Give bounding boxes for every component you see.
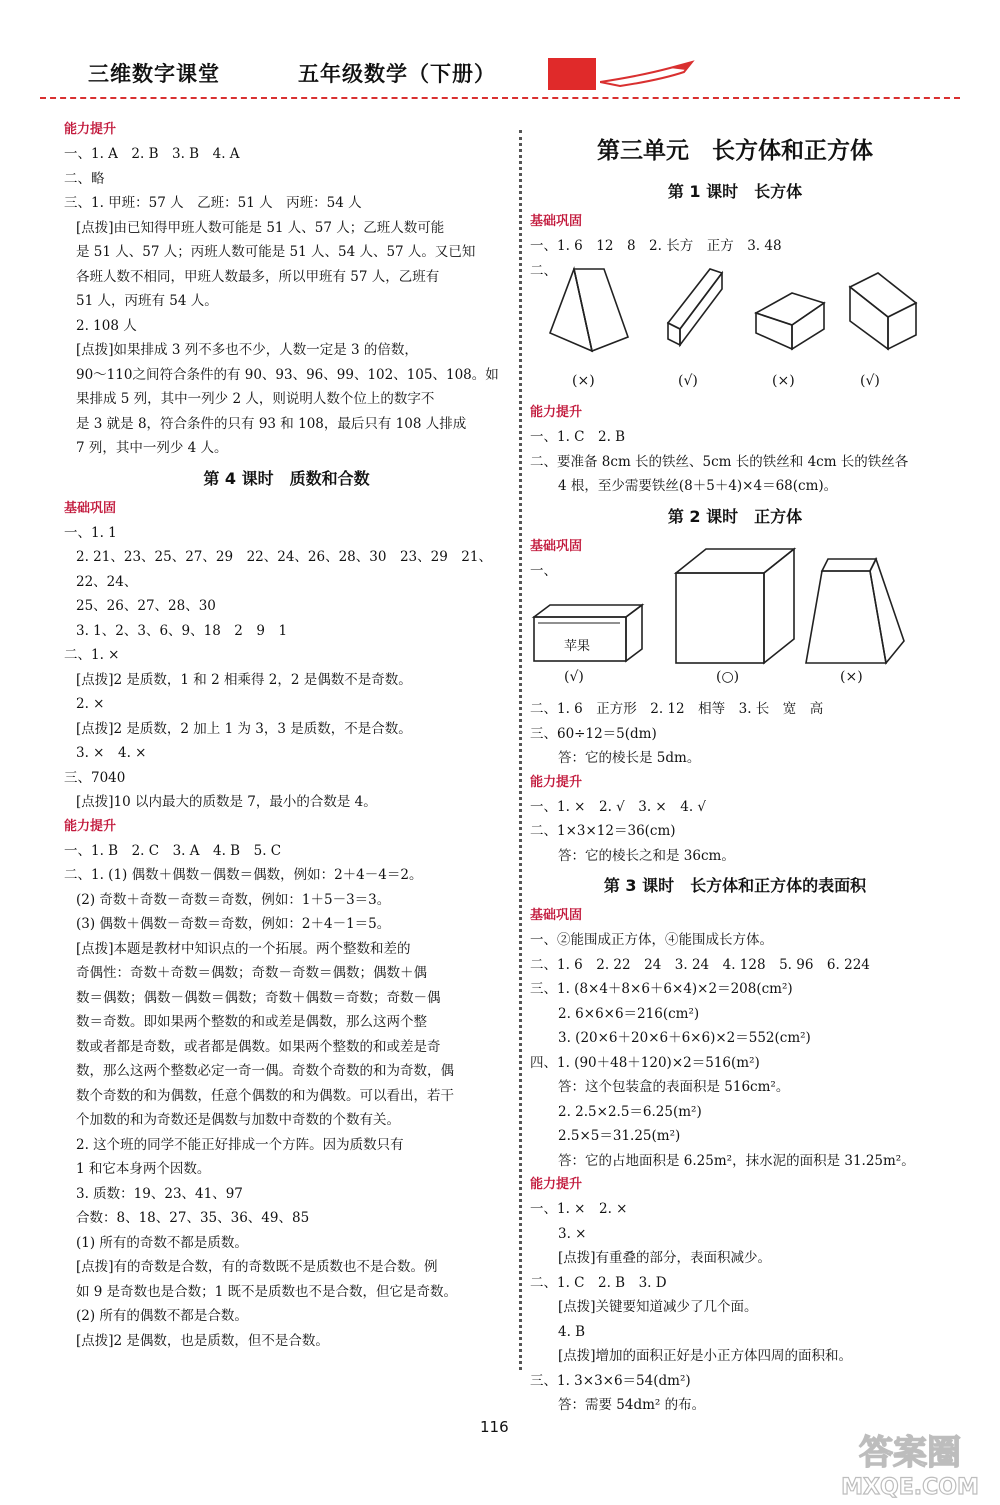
hint-line: 是 3 就是 8，符合条件的只有 93 和 108，最后只有 108 人排成 <box>76 415 467 432</box>
answer-line: 二、略 <box>64 170 105 187</box>
figure-caption: (○) <box>716 669 740 685</box>
answer-line: 答：它的棱长是 5dm。 <box>558 750 701 766</box>
answer-line: 三、7040 <box>64 769 126 786</box>
hint-line: 是 51 人、57 人；丙班人数可能是 51 人、54 人、57 人。又已知 <box>76 244 476 260</box>
hint-line: 奇偶性：奇数＋奇数＝偶数；奇数－奇数＝偶数；偶数＋偶 <box>76 965 427 981</box>
hint-line: [点拨]有的奇数是合数，有的奇数既不是质数也不是合数。例 <box>76 1259 438 1275</box>
hint-line: 数个奇数的和为偶数，任意个偶数的和为偶数。可以看出，若干 <box>76 1087 454 1104</box>
answer-line: 答：需要 54dm² 的布。 <box>558 1397 706 1413</box>
answer-line: 3. × <box>558 1225 587 1242</box>
caption-row <box>530 373 940 401</box>
answer-line: 一、 <box>530 562 557 579</box>
section-heading: 能力提升 <box>64 122 117 137</box>
hint-line: [点拨]由已知得甲班人数可能是 51 人、57 人；乙班人数可能 <box>76 219 445 236</box>
cube-figures-row <box>530 569 940 669</box>
answer-line: 三、1. (8×4＋8×6＋6×4)×2＝208(cm²) <box>530 981 793 997</box>
answer-line: 3. (20×6＋20×6＋6×6)×2＝552(cm²) <box>558 1030 811 1046</box>
hint-line: [点拨]2 是偶数，也是质数，但不是合数。 <box>76 1332 329 1349</box>
answer-line: 二、1. 6 2. 22 24 3. 24 4. 128 5. 96 6. 224 <box>530 956 870 973</box>
column-divider <box>519 130 522 1370</box>
answer-line: (2) 所有的偶数不都是合数。 <box>76 1308 248 1324</box>
cube-figure <box>670 543 800 669</box>
section-heading: 能力提升 <box>530 405 583 420</box>
answer-line: 4. B <box>558 1323 586 1340</box>
hint-line: 个加数的和为奇数还是偶数与加数中奇数的个数有关。 <box>76 1112 400 1128</box>
hint-line: [点拨]2 是质数，2 加上 1 为 3，3 是质数，不是合数。 <box>76 720 412 737</box>
answer-line: 三、1. 甲班：57 人 乙班：51 人 丙班：54 人 <box>64 195 362 211</box>
figure-caption: (×) <box>772 373 795 389</box>
section-heading: 基础巩固 <box>530 908 583 923</box>
wedge-figure <box>752 263 832 353</box>
lesson-title: 第 1 课时 长方体 <box>667 182 803 201</box>
hint-line: 数，那么这两个整数必定一奇一偶。奇数个奇数的和为奇数，偶 <box>76 1063 454 1079</box>
hint-line: [点拨]2 是质数，1 和 2 相乘得 2，2 是偶数不是奇数。 <box>76 671 412 688</box>
answer-line: 三、60÷12＝5(dm) <box>530 725 657 742</box>
section-heading: 基础巩固 <box>530 538 583 554</box>
book-title: 三维数字课堂 <box>88 62 220 86</box>
section-heading: 能力提升 <box>530 1177 583 1192</box>
answer-line: 一、1. B 2. C 3. A 4. B 5. C <box>64 842 282 859</box>
hint-line: [点拨]10 以内最大的质数是 7，最小的合数是 4。 <box>76 794 377 810</box>
answer-line: 二、1. 6 正方形 2. 12 相等 3. 长 宽 高 <box>530 701 824 717</box>
answer-line: 2. 6×6×6＝216(cm²) <box>558 1005 700 1022</box>
hint-line: 数＝奇数。即如果两个整数的和或差是偶数，那么这两个整 <box>76 1014 427 1030</box>
answer-line: 2. 这个班的同学不能正好排成一个方阵。因为质数只有 <box>76 1136 404 1153</box>
unit-title: 第三单元 长方体和正方体 <box>597 138 873 164</box>
left-column <box>64 118 509 1353</box>
answer-line: 二、要准备 8cm 长的铁丝、5cm 长的铁丝和 4cm 长的铁丝各 <box>530 453 909 470</box>
section-heading: 基础巩固 <box>64 500 117 516</box>
answer-line: 一、1. × 2. √ 3. × 4. √ <box>530 798 707 815</box>
rocket-icon <box>600 58 700 94</box>
watermark-top-text: 答案圈 <box>859 1433 961 1473</box>
answer-line: 二、1. (1) 偶数＋偶数－偶数＝偶数，例如：2＋4－4＝2。 <box>64 867 423 883</box>
answer-line: 一、1. 6 12 8 2. 长方 正方 3. 48 <box>530 238 782 254</box>
section-heading: 能力提升 <box>64 818 117 834</box>
answer-line: (1) 所有的奇数不都是质数。 <box>76 1234 248 1251</box>
figure-caption: (√) <box>678 373 698 389</box>
answer-line: 3. × 4. × <box>76 745 147 761</box>
figure-caption: (√) <box>860 373 880 389</box>
answer-line: 四、1. (90＋48＋120)×2＝516(m²) <box>530 1054 760 1071</box>
answer-line: 一、②能围成正方体，④能围成长方体。 <box>530 932 773 948</box>
hint-line: 如 9 是奇数也是合数；1 既不是质数也不是合数，但它是奇数。 <box>76 1283 458 1300</box>
answer-line: 二、1×3×12＝36(cm) <box>530 823 676 839</box>
cuboid-figures-row <box>530 263 940 373</box>
hint-line: 90～110之间符合条件的有 90、93、96、99、102、105、108。如 <box>76 366 499 383</box>
hint-line: [点拨]有重叠的部分，表面积减少。 <box>558 1250 772 1266</box>
page-header <box>40 58 960 98</box>
caption-row <box>530 669 940 697</box>
box-label: 苹果 <box>564 639 591 654</box>
answer-line: 2. 2.5×2.5＝6.25(m²) <box>558 1103 702 1120</box>
hint-line: 数＝偶数；偶数－偶数＝偶数；奇数＋偶数＝奇数；奇数－偶 <box>76 989 441 1006</box>
hint-line: [点拨]关键要知道减少了几个面。 <box>558 1299 758 1315</box>
answer-line: 答：它的棱长之和是 36cm。 <box>558 847 735 864</box>
answer-line: 一、1. A 2. B 3. B 4. A <box>64 146 240 162</box>
hint-line: 7 列，其中一列少 4 人。 <box>76 440 228 456</box>
figure-caption: (×) <box>572 373 595 389</box>
answer-line: 一、1. × 2. × <box>530 1201 628 1217</box>
hint-line: 果排成 5 列，其中一列少 2 人，则说明人数个位上的数字不 <box>76 391 435 407</box>
answer-line: (3) 偶数＋偶数－奇数＝奇数，例如：2＋4－1＝5。 <box>76 916 391 932</box>
red-logo-block <box>548 58 596 90</box>
answer-line: 答：这个包装盒的表面积是 516cm²。 <box>558 1079 790 1095</box>
answer-line: 二、1. × <box>64 647 120 663</box>
section-heading: 能力提升 <box>530 774 583 790</box>
answer-line: 2.5×5＝31.25(m²) <box>558 1128 681 1144</box>
frustum-figure <box>544 263 634 353</box>
tilted-cuboid-figure <box>844 263 924 353</box>
header-divider <box>40 97 960 99</box>
answer-line: 2. 21、23、25、27、29 22、24、26、28、30 23、29 21、22、24、 <box>76 549 492 590</box>
answer-line: 三、1. 3×3×6＝54(dm²) <box>530 1372 691 1389</box>
answer-line: 合数：8、18、27、35、36、49、85 <box>76 1210 310 1226</box>
answer-line: 2. 108 人 <box>76 317 137 334</box>
answer-line: 2. × <box>76 696 105 712</box>
answer-line: 二、1. C 2. B 3. D <box>530 1274 667 1291</box>
hint-line: 51 人，丙班有 54 人。 <box>76 293 218 309</box>
answer-line: 3. 质数：19、23、41、97 <box>76 1185 243 1202</box>
frustum-figure <box>800 553 910 669</box>
answer-line: 一、1. 1 <box>64 524 117 541</box>
hint-line: [点拨]增加的面积正好是小正方体四周的面积和。 <box>558 1348 853 1364</box>
hint-line: 各班人数不相同，甲班人数最多，所以甲班有 57 人，乙班有 <box>76 268 440 285</box>
answer-line: 3. 1、2、3、6、9、18 2 9 1 <box>76 622 288 639</box>
answer-line: 25、26、27、28、30 <box>76 598 216 614</box>
watermark-logo <box>830 1422 990 1500</box>
watermark-bottom-text: MXQE.COM <box>841 1475 979 1500</box>
hint-line: [点拨]如果排成 3 列不多也不少，人数一定是 3 的倍数， <box>76 342 418 358</box>
answer-line: (2) 奇数＋奇数－奇数＝奇数，例如：1＋5－3＝3。 <box>76 891 391 908</box>
right-column <box>530 124 940 1418</box>
hint-line: 数或者都是奇数，或者都是偶数。如果两个整数的和或差是奇 <box>76 1038 441 1055</box>
answer-line: 二、 <box>530 262 557 279</box>
answer-line: 答：它的占地面积是 6.25m²，抹水泥的面积是 31.25m²。 <box>558 1152 915 1169</box>
section-heading: 基础巩固 <box>530 214 583 229</box>
lesson-title: 第 4 课时 质数和合数 <box>203 468 370 488</box>
figure-caption: (×) <box>840 669 863 685</box>
lesson-title: 第 3 课时 长方体和正方体的表面积 <box>603 876 867 895</box>
answer-line: 4 根，至少需要铁丝(8＋5＋4)×4＝68(cm)。 <box>558 478 838 494</box>
long-cuboid-figure <box>660 263 730 353</box>
apple-box-figure <box>530 599 650 669</box>
hint-line: [点拨]本题是教材中知识点的一个拓展。两个整数和差的 <box>76 940 411 957</box>
subject-title: 五年级数学（下册） <box>298 62 496 86</box>
answer-line: 1 和它本身两个因数。 <box>76 1161 211 1177</box>
answer-line: 一、1. C 2. B <box>530 429 626 445</box>
figure-caption: (√) <box>564 669 584 685</box>
lesson-title: 第 2 课时 正方体 <box>667 506 803 526</box>
page-number: 116 <box>480 1418 509 1436</box>
